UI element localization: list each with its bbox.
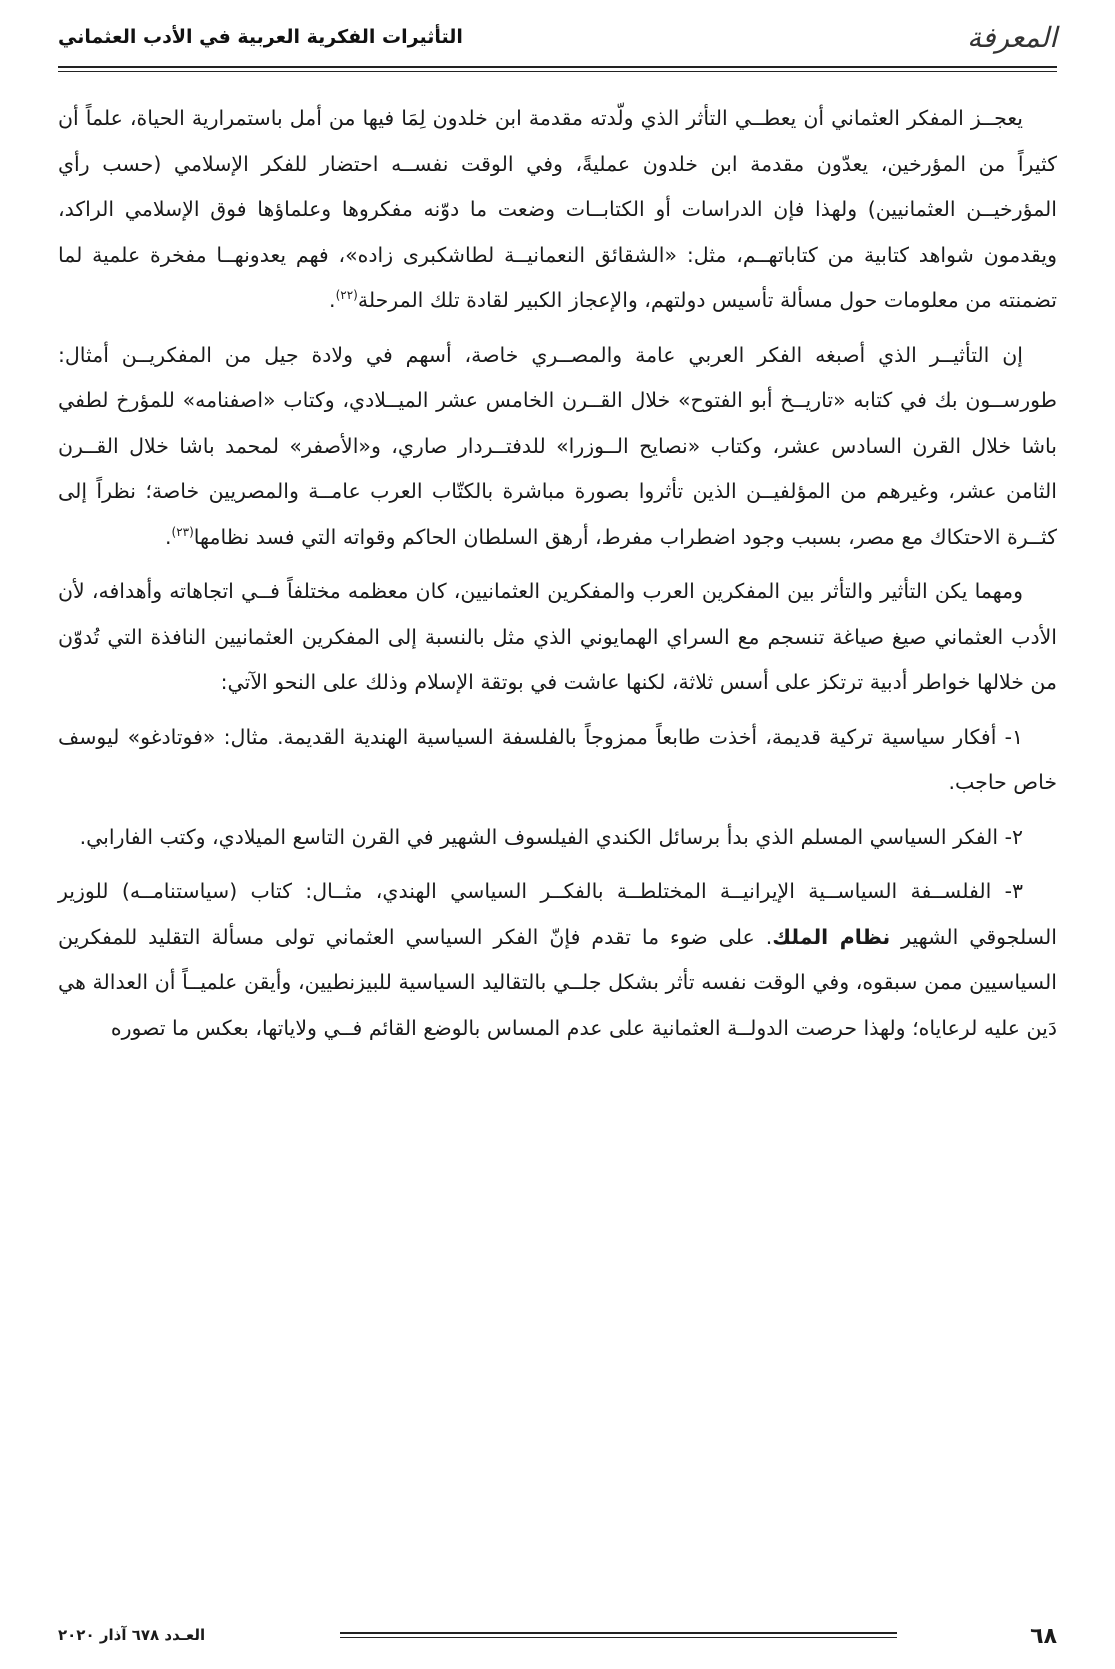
- paragraph: إن التأثيــر الذي أصبغه الفكر العربي عامة والمصــري خاصة، أسهم في ولادة جيل من المفكريــن أمثال: طورســون بك في كتابه «تاريــخ أبو الفتوح» خلال القــرن الخامس عشر الميــلادي، وكتاب «اصفنامه» للمؤرخ لطفي باشا خلال القرن السادس عشر، وكتاب «نصايح الــوزرا» للدفتــردار صاري، و«الأصفر» لمحمد باشا خلال القــرن الثامن عشر، وغيرهم من المؤلفيــن الذين تأثروا بصورة مباشرة بالكتّاب العرب عامــة والمصريين خاصة؛ نظراً إلى كثــرة الاحتكاك مع مصر، بسبب وجود اضطراب مفرط، أرهق السلطان الحاكم وقواته التي فسد نظامها$^{(٢٣)}$.: [58, 342, 1057, 549]
- magazine-logo: المعرفة: [967, 20, 1057, 54]
- running-title: التأثيرات الفكرية العربية في الأدب العثماني: [58, 26, 463, 48]
- paragraph: يعجــز المفكر العثماني أن يعطــي التأثر الذي ولّدته مقدمة ابن خلدون لِمَا فيها من أمل باستمرارية الحياة، علماً أن كثيراً من المؤرخين، يعدّون مقدمة ابن خلدون عمليةً، وفي الوقت نفســه احتضار للفكر الإسلامي (حسب رأي المؤرخيــن العثمانيين) ولهذا فإن الدراسات أو الكتابــات وضعت ما دوّنه مفكروها وعلماؤها فوق الإسلامي الراكد، ويقدمون شواهد كتابية من كتاباتهــم، مثل: «الشقائق النعمانيــة لطاشكبرى زاده»، فهم يعدونهــا مفخرة علمية لما تضمنته من معلومات حول مسألة تأسيس دولتهم، والإعجاز الكبير لقادة تلك المرحلة$^{(٢٢)}$.: [58, 106, 1057, 312]
- footer-rule: [340, 1632, 897, 1634]
- issue-info: العـدد ٦٧٨ آذار ٢٠٢٠: [58, 1626, 206, 1644]
- article-body: [58, 96, 1057, 1060]
- footer-rule-thin: [340, 1637, 897, 1638]
- list-item: ٣- الفلســفة السياســية الإيرانيــة المختلطــة بالفكــر السياسي الهندي، مثــال: كتاب (سياستنامــه) للوزير السلجوقي الشهير نظام الملك. على ضوء ما تقدم فإنّ الفكر السياسي العثماني تولى مسألة التقليد للمفكرين السياسيين ممن سبقوه، وفي الوقت نفسه تأثر بشكل جلــي بالتقاليد السياسية للبيزنطيين، وأيقن علميــاً أن العدالة هي دَين عليه لرعاياه؛ ولهذا حرصت الدولــة العثمانية على عدم المساس بالوضع القائم فــي ولاياتها، بعكس ما تصوره: [58, 879, 1057, 1040]
- footnote-ref[interactable]: (٢٣): [171, 524, 194, 539]
- header-rule: [58, 66, 1057, 68]
- page-footer: [58, 1622, 1057, 1652]
- list-item: ٢- الفكر السياسي المسلم الذي بدأ برسائل الكندي الفيلسوف الشهير في القرن التاسع الميلادي، وكتب الفارابي.: [79, 824, 1023, 849]
- header-rule-thin: [58, 71, 1057, 72]
- footnote-ref[interactable]: (٢٢): [335, 288, 358, 303]
- bold-name: نظام الملك: [772, 924, 891, 949]
- paragraph: ومهما يكن التأثير والتأثر بين المفكرين العرب والمفكرين العثمانيين، كان معظمه مختلفاً فــي اتجاهاته وأهدافه، لأن الأدب العثماني صيغ صياغة تنسجم مع السراي الهمايوني الذي مثل بالنسبة إلى المفكرين العثمانيين النافذة التي تُدوّن من خلالها خواطر أدبية ترتكز على أسس ثلاثة، لكنها عاشت في بوتقة الإسلام وذلك على النحو الآتي:: [58, 579, 1057, 694]
- list-item: ١- أفكار سياسية تركية قديمة، أخذت طابعاً ممزوجاً بالفلسفة السياسية الهندية القديمة. مثال: «فوتادغو» ليوسف خاص حاجب.: [58, 724, 1057, 794]
- page-number: ٦٨: [1030, 1624, 1057, 1649]
- page-header: [58, 14, 1057, 60]
